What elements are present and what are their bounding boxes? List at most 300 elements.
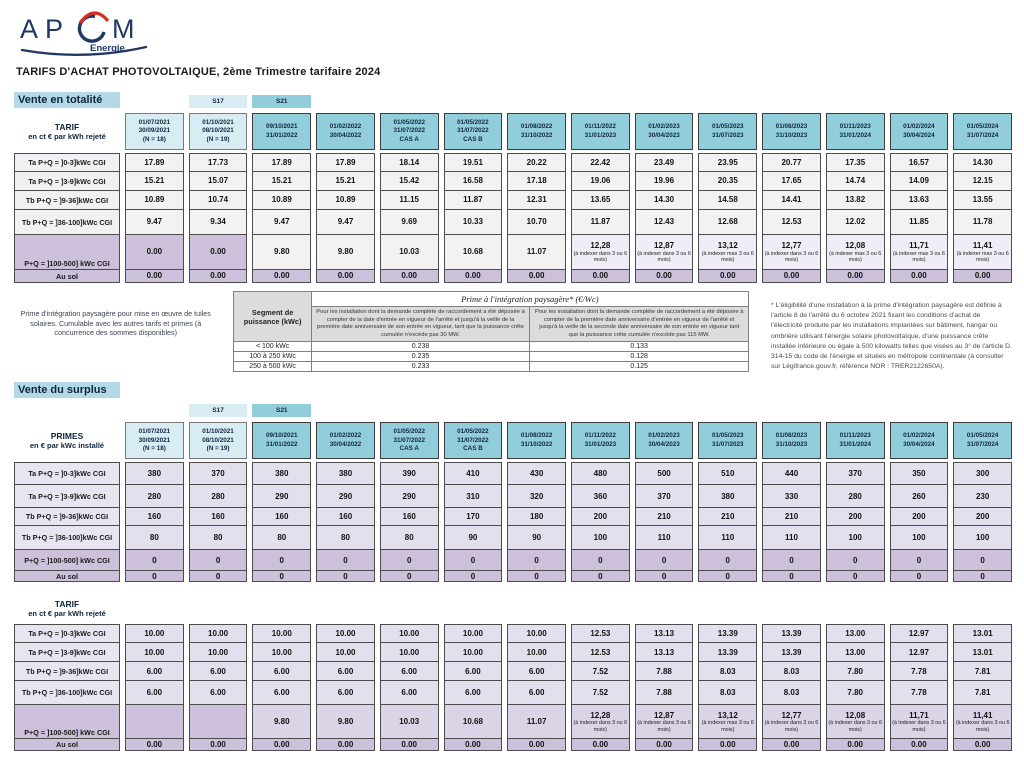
tariff-value-cell: 17.65 bbox=[762, 172, 821, 191]
tariff-value-cell: 6.00 bbox=[125, 662, 184, 681]
tariff-value-cell: 16.58 bbox=[444, 172, 503, 191]
tariff-value-cell: 10.89 bbox=[316, 191, 375, 210]
row-label: Tb P+Q = ]36-100]kWc CGI bbox=[14, 210, 120, 235]
date-column-header: 01/02/2024 30/04/2024 bbox=[890, 422, 949, 459]
tariff-value-cell: 15.21 bbox=[125, 172, 184, 191]
date-column-header: 01/07/2021 30/09/2021 (N = 18) bbox=[125, 422, 184, 459]
tariff-value-cell: 12.97 bbox=[890, 643, 949, 662]
tariff-value-cell: 13.65 bbox=[571, 191, 630, 210]
tariff-value-cell: 12,87 (à indexer dans 3 ou 6 mois) bbox=[635, 705, 694, 739]
tariff-value-cell: 13.39 bbox=[762, 643, 821, 662]
date-column-header: 01/05/2022 31/07/2022 CAS B bbox=[444, 113, 503, 150]
tariff-value-cell: 13,12 (à indexer max 3 ou 6 mois) bbox=[698, 235, 757, 270]
date-column-header: 01/05/2022 31/07/2022 CAS A bbox=[380, 113, 439, 150]
tariff-value-cell: 0 bbox=[698, 571, 757, 582]
surplus-header-row bbox=[14, 382, 1012, 398]
tariff-value-cell: 0 bbox=[125, 571, 184, 582]
tariff-value-cell: 11.78 bbox=[953, 210, 1012, 235]
apem-logo bbox=[14, 8, 1012, 60]
row-label: Au sol bbox=[14, 270, 120, 283]
tariff-value-cell: 90 bbox=[444, 526, 503, 550]
tariff-value-cell: 310 bbox=[444, 485, 503, 508]
tariff-value-cell: 390 bbox=[380, 462, 439, 485]
date-column-header: 01/02/2022 30/04/2022 bbox=[316, 422, 375, 459]
tariff-value-cell: 0.00 bbox=[444, 270, 503, 283]
tariff-value-cell: 80 bbox=[189, 526, 248, 550]
date-column-header: 01/11/2023 31/01/2024 bbox=[826, 422, 885, 459]
tariff-value-cell: 10.00 bbox=[444, 624, 503, 643]
prime-row bbox=[234, 352, 749, 362]
tariff-value-cell: 12,77 (à indexer dans 3 ou 6 mois) bbox=[762, 705, 821, 739]
tariff-value-cell: 12.97 bbox=[890, 624, 949, 643]
tariff-value-cell: 370 bbox=[826, 462, 885, 485]
tariff-value-cell: 0 bbox=[762, 571, 821, 582]
spacer bbox=[14, 586, 1012, 596]
tariff-value-cell: 0 bbox=[890, 550, 949, 571]
tariff-value-cell: 23.95 bbox=[698, 153, 757, 172]
tariff-value-cell: 210 bbox=[762, 508, 821, 526]
tariff-value-cell: 14.74 bbox=[826, 172, 885, 191]
tariff-value-cell: 100 bbox=[826, 526, 885, 550]
date-column-header: 01/11/2022 31/01/2023 bbox=[571, 422, 630, 459]
row-label: Ta P+Q = ]0-3]kWc CGI bbox=[14, 462, 120, 485]
tariff-value-cell: 0.00 bbox=[507, 739, 566, 751]
tariff-value-cell: 8.03 bbox=[762, 662, 821, 681]
row-label: Tb P+Q = ]9-36]kWc CGI bbox=[14, 662, 120, 681]
tariff-value-cell: 0.00 bbox=[380, 739, 439, 751]
tariff-value-cell: 0 bbox=[890, 571, 949, 582]
date-column-header: 01/05/2024 31/07/2024 bbox=[953, 113, 1012, 150]
tariff-value-cell: 0 bbox=[380, 571, 439, 582]
tariff-value-cell: 12.31 bbox=[507, 191, 566, 210]
tariff-value-cell: 510 bbox=[698, 462, 757, 485]
tariff-value-cell: 0 bbox=[762, 550, 821, 571]
tariff-value-cell: 110 bbox=[698, 526, 757, 550]
tariff-value-cell: 170 bbox=[444, 508, 503, 526]
date-column-header: 01/05/2023 31/07/2023 bbox=[698, 422, 757, 459]
row-label: Ta P+Q = ]3-9]kWc CGI bbox=[14, 172, 120, 191]
tariff-value-cell: 0 bbox=[698, 550, 757, 571]
prime-table bbox=[233, 291, 749, 372]
tariff-value-cell: 380 bbox=[252, 462, 311, 485]
table-totalite-tarif bbox=[14, 113, 1012, 283]
tariff-value-cell: 7.52 bbox=[571, 662, 630, 681]
tariff-value-cell: 7.88 bbox=[635, 662, 694, 681]
tariff-value-cell: 0.00 bbox=[507, 270, 566, 283]
tariff-value-cell: 10.00 bbox=[380, 624, 439, 643]
tariff-value-cell: 0.00 bbox=[380, 270, 439, 283]
tariff-value-cell: 480 bbox=[571, 462, 630, 485]
row-label: Ta P+Q = ]0-3]kWc CGI bbox=[14, 624, 120, 643]
s17-tag: S17 bbox=[189, 404, 248, 417]
tariff-value-cell: 10.00 bbox=[507, 624, 566, 643]
tariff-value-cell: 210 bbox=[635, 508, 694, 526]
tariff-value-cell: 19.06 bbox=[571, 172, 630, 191]
tariff-value-cell: 6.00 bbox=[507, 681, 566, 705]
tariff-value-cell: 370 bbox=[189, 462, 248, 485]
tariff-value-cell: 10.00 bbox=[125, 643, 184, 662]
tariff-value-cell: 0 bbox=[571, 550, 630, 571]
tariff-value-cell: 10.00 bbox=[125, 624, 184, 643]
tariff-value-cell: 210 bbox=[698, 508, 757, 526]
prime-paysagere-block bbox=[14, 291, 1012, 372]
tariff-value-cell: 11,71 (à indexer max 3 ou 6 mois) bbox=[890, 235, 949, 270]
tariff-value-cell: 6.00 bbox=[316, 662, 375, 681]
tariff-value-cell: 10.74 bbox=[189, 191, 248, 210]
tariff-value-cell: 0 bbox=[571, 571, 630, 582]
tariff-value-cell: 0.00 bbox=[125, 235, 184, 270]
tariff-value-cell: 0.00 bbox=[125, 739, 184, 751]
tariff-value-cell: 17.18 bbox=[507, 172, 566, 191]
tariff-value-cell: 90 bbox=[507, 526, 566, 550]
tariff-value-cell: 8.03 bbox=[762, 681, 821, 705]
prime-note: Prime d'intégration paysagère pour mise en œuvre de tuiles solaires. Cumulable avec les autres tarifs et primes (à concurrence des sommes disponibles) bbox=[20, 309, 211, 338]
tariff-value-cell: 6.00 bbox=[189, 662, 248, 681]
date-column-header: 01/10/2021 08/10/2021 (N = 19) bbox=[189, 422, 248, 459]
tariff-value-cell: 290 bbox=[316, 485, 375, 508]
tariff-value-cell: 23.49 bbox=[635, 153, 694, 172]
tariff-value-cell: 9.47 bbox=[252, 210, 311, 235]
section-band-surplus: Vente du surplus bbox=[14, 382, 120, 398]
section-band-totalite: Vente en totalité bbox=[14, 92, 120, 108]
tariff-value-cell: 0.00 bbox=[953, 739, 1012, 751]
tariff-value-cell: 6.00 bbox=[316, 681, 375, 705]
row-label: Tb P+Q = ]9-36]kWc CGI bbox=[14, 508, 120, 526]
tariff-value-cell: 12,28 (à indexer dans 3 ou 6 mois) bbox=[571, 235, 630, 270]
tariff-value-cell: 9.47 bbox=[125, 210, 184, 235]
date-column-header: 01/08/2023 31/10/2023 bbox=[762, 113, 821, 150]
tariff-value-cell: 6.00 bbox=[252, 662, 311, 681]
tariff-value-cell: 12.53 bbox=[571, 643, 630, 662]
tariff-value-cell: 15.07 bbox=[189, 172, 248, 191]
tariff-value-cell: 8.03 bbox=[698, 662, 757, 681]
tariff-value-cell: 0 bbox=[953, 550, 1012, 571]
tariff-value-cell: 100 bbox=[953, 526, 1012, 550]
prime-value: 0.233 bbox=[311, 362, 530, 372]
tariff-value-cell: 380 bbox=[125, 462, 184, 485]
surplus-stags-row bbox=[14, 404, 1012, 417]
tariff-value-cell: 17.35 bbox=[826, 153, 885, 172]
tariff-value-cell: 16.57 bbox=[890, 153, 949, 172]
tariff-value-cell: 10.00 bbox=[444, 643, 503, 662]
tariff-value-cell: 9.80 bbox=[252, 235, 311, 270]
tariff-value-cell: 160 bbox=[316, 508, 375, 526]
tariff-value-cell: 13.39 bbox=[698, 643, 757, 662]
tariff-value-cell: 11.15 bbox=[380, 191, 439, 210]
tariff-value-cell: 10.00 bbox=[316, 643, 375, 662]
date-column-header: 01/02/2023 30/04/2023 bbox=[635, 113, 694, 150]
tariff-value-cell: 110 bbox=[635, 526, 694, 550]
tariff-value-cell: 9.80 bbox=[316, 235, 375, 270]
tariff-value-cell: 10.00 bbox=[316, 624, 375, 643]
tariff-value-cell: 320 bbox=[507, 485, 566, 508]
row-label: Au sol bbox=[14, 739, 120, 751]
tariff-value-cell: 80 bbox=[252, 526, 311, 550]
tariff-value-cell: 13.00 bbox=[826, 624, 885, 643]
date-column-header: 01/10/2021 08/10/2021 (N = 19) bbox=[189, 113, 248, 150]
tariff-value-cell: 360 bbox=[571, 485, 630, 508]
tariff-value-cell: 12.68 bbox=[698, 210, 757, 235]
prime-segment: 250 à 500 kWc bbox=[234, 362, 311, 372]
tariff-value-cell: 9.34 bbox=[189, 210, 248, 235]
tariff-value-cell: 0.00 bbox=[762, 739, 821, 751]
tariff-value-cell: 14.41 bbox=[762, 191, 821, 210]
tariff-value-cell: 0 bbox=[507, 550, 566, 571]
tariff-value-cell: 80 bbox=[125, 526, 184, 550]
row-label: Tb P+Q = ]9-36]kWc CGI bbox=[14, 191, 120, 210]
tariff-value-cell: 0 bbox=[507, 571, 566, 582]
table-surplus-primes bbox=[14, 422, 1012, 582]
table-title: TARIF en ct € par kWh rejeté bbox=[28, 122, 106, 141]
tariff-value-cell: 14.09 bbox=[890, 172, 949, 191]
tariff-value-cell: 11,71 (à indexer dans 3 ou 6 mois) bbox=[890, 705, 949, 739]
date-column-header: 09/10/2021 31/01/2022 bbox=[252, 113, 311, 150]
tariff-value-cell: 13.63 bbox=[890, 191, 949, 210]
tariff-value-cell: 14.58 bbox=[698, 191, 757, 210]
tariff-value-cell: 10.89 bbox=[252, 191, 311, 210]
tariff-value-cell: 0 bbox=[189, 571, 248, 582]
tariff-value-cell: 15.42 bbox=[380, 172, 439, 191]
tariff-value-cell: 200 bbox=[826, 508, 885, 526]
tariff-value-cell: 0 bbox=[635, 571, 694, 582]
tariff-value-cell: 14.30 bbox=[635, 191, 694, 210]
tariff-value-cell: 6.00 bbox=[380, 662, 439, 681]
date-column-header: 01/02/2024 30/04/2024 bbox=[890, 113, 949, 150]
tariff-value-cell: 0 bbox=[444, 571, 503, 582]
tariff-value-cell: 6.00 bbox=[444, 662, 503, 681]
tariff-value-cell: 160 bbox=[252, 508, 311, 526]
tariff-value-cell: 13.01 bbox=[953, 643, 1012, 662]
prime-segment: 100 à 250 kWc bbox=[234, 352, 311, 362]
tariff-value-cell: 22.42 bbox=[571, 153, 630, 172]
row-label: Tb P+Q = ]36-100]kWc CGI bbox=[14, 526, 120, 550]
row-label: Au sol bbox=[14, 571, 120, 582]
table-surplus-tarif bbox=[14, 596, 1012, 751]
tariff-value-cell: 11.87 bbox=[444, 191, 503, 210]
s21-tag: S21 bbox=[252, 95, 311, 108]
tariff-value-cell: 20.35 bbox=[698, 172, 757, 191]
tariff-value-cell: 12.53 bbox=[762, 210, 821, 235]
tariff-value-cell: 12,77 (à indexer dans 3 ou 6 mois) bbox=[762, 235, 821, 270]
tariff-value-cell: 13.13 bbox=[635, 643, 694, 662]
row-label: Ta P+Q = ]0-3]kWc CGI bbox=[14, 153, 120, 172]
tariff-value-cell: 0 bbox=[125, 550, 184, 571]
tariff-value-cell: 20.22 bbox=[507, 153, 566, 172]
date-column-header: 01/05/2022 31/07/2022 CAS A bbox=[380, 422, 439, 459]
date-column-header: 01/11/2023 31/01/2024 bbox=[826, 113, 885, 150]
tariff-value-cell: 7.80 bbox=[826, 662, 885, 681]
tariff-value-cell: 12.02 bbox=[826, 210, 885, 235]
tariff-value-cell: 6.00 bbox=[252, 681, 311, 705]
tariff-value-cell: 15.21 bbox=[252, 172, 311, 191]
tariff-value-cell: 9.69 bbox=[380, 210, 439, 235]
row-label: Tb P+Q = ]36-100]kWc CGI bbox=[14, 681, 120, 705]
tariff-value-cell: 17.89 bbox=[316, 153, 375, 172]
tariff-value-cell: 200 bbox=[571, 508, 630, 526]
tariff-value-cell: 13.39 bbox=[762, 624, 821, 643]
tariff-value-cell: 0.00 bbox=[762, 270, 821, 283]
tariff-value-cell: 10.03 bbox=[380, 235, 439, 270]
tariff-value-cell bbox=[125, 705, 184, 739]
tariff-value-cell: 0 bbox=[953, 571, 1012, 582]
tariff-value-cell: 18.14 bbox=[380, 153, 439, 172]
tariff-value-cell: 380 bbox=[698, 485, 757, 508]
date-column-header: 01/05/2022 31/07/2022 CAS B bbox=[444, 422, 503, 459]
tariff-value-cell: 8.03 bbox=[698, 681, 757, 705]
prime-period-b: Pour les installation dont la demande complète de raccordement a été déposée à compter de la première date anniversaire d'entrée en vigueur de l'arrêté et jusqu'à la veille de la seconde date anniversaire de son entrée en vigueur tant que la puissance crête cumulée n'excède pas 115 MW. bbox=[530, 307, 749, 342]
tariff-value-cell: 6.00 bbox=[189, 681, 248, 705]
tariff-value-cell: 13.00 bbox=[826, 643, 885, 662]
tariff-value-cell: 10.70 bbox=[507, 210, 566, 235]
date-column-header: 01/02/2023 30/04/2023 bbox=[635, 422, 694, 459]
tariff-value-cell: 0.00 bbox=[189, 739, 248, 751]
tariff-value-cell: 100 bbox=[571, 526, 630, 550]
tariff-value-cell: 7.80 bbox=[826, 681, 885, 705]
prime-row bbox=[234, 342, 749, 352]
tariff-value-cell: 160 bbox=[380, 508, 439, 526]
tariff-value-cell: 0 bbox=[189, 550, 248, 571]
tariff-value-cell: 17.73 bbox=[189, 153, 248, 172]
tariff-value-cell: 12,87 (à indexer dans 3 ou 6 mois) bbox=[635, 235, 694, 270]
tariff-value-cell: 12.53 bbox=[571, 624, 630, 643]
tariff-value-cell: 7.52 bbox=[571, 681, 630, 705]
tariff-value-cell: 10.00 bbox=[252, 643, 311, 662]
tariff-value-cell: 10.68 bbox=[444, 235, 503, 270]
tariff-value-cell: 10.68 bbox=[444, 705, 503, 739]
logo-letter-right: M bbox=[112, 14, 135, 44]
tariff-value-cell: 6.00 bbox=[444, 681, 503, 705]
date-column-header: 01/11/2022 31/01/2023 bbox=[571, 113, 630, 150]
tariff-value-cell: 0.00 bbox=[571, 270, 630, 283]
tariff-value-cell: 110 bbox=[762, 526, 821, 550]
tariff-value-cell: 10.03 bbox=[380, 705, 439, 739]
logo-underline-swoosh bbox=[22, 47, 146, 55]
tariff-value-cell: 280 bbox=[826, 485, 885, 508]
tariff-value-cell: 0 bbox=[635, 550, 694, 571]
tariff-value-cell: 0.00 bbox=[826, 739, 885, 751]
tariff-value-cell: 7.78 bbox=[890, 662, 949, 681]
tariff-value-cell: 0.00 bbox=[635, 739, 694, 751]
tariff-value-cell: 10.00 bbox=[252, 624, 311, 643]
tariff-value-cell: 11.07 bbox=[507, 235, 566, 270]
tariff-value-cell: 0.00 bbox=[189, 270, 248, 283]
tariff-value-cell: 0.00 bbox=[890, 739, 949, 751]
tariff-value-cell: 13.01 bbox=[953, 624, 1012, 643]
tariff-value-cell: 280 bbox=[189, 485, 248, 508]
tariff-value-cell: 0 bbox=[826, 571, 885, 582]
tariff-value-cell: 10.00 bbox=[189, 624, 248, 643]
tariff-value-cell: 500 bbox=[635, 462, 694, 485]
tariff-value-cell: 0 bbox=[252, 571, 311, 582]
page-title: TARIFS D'ACHAT PHOTOVOLTAIQUE, 2ème Trimestre tarifaire 2024 bbox=[16, 66, 381, 78]
tariff-value-cell: 12,28 (à indexer dans 3 ou 6 mois) bbox=[571, 705, 630, 739]
tariff-value-cell: 0.00 bbox=[252, 739, 311, 751]
tariff-value-cell: 410 bbox=[444, 462, 503, 485]
tariff-value-cell: 14.30 bbox=[953, 153, 1012, 172]
s21-tag: S21 bbox=[252, 404, 311, 417]
table-title: TARIF en ct € par kWh rejeté bbox=[28, 599, 106, 619]
tariff-value-cell: 11.07 bbox=[507, 705, 566, 739]
tariff-value-cell: 370 bbox=[635, 485, 694, 508]
row-label: P+Q = ]100-500] kWc CGI bbox=[14, 705, 120, 739]
tariff-value-cell: 290 bbox=[380, 485, 439, 508]
prime-row bbox=[234, 362, 749, 372]
date-column-header: 01/05/2023 31/07/2023 bbox=[698, 113, 757, 150]
tariff-value-cell bbox=[189, 705, 248, 739]
tariff-value-cell: 9.47 bbox=[316, 210, 375, 235]
tariff-value-cell: 17.89 bbox=[252, 153, 311, 172]
tariff-value-cell: 7.78 bbox=[890, 681, 949, 705]
tariff-value-cell: 430 bbox=[507, 462, 566, 485]
tariff-value-cell: 10.00 bbox=[380, 643, 439, 662]
date-column-header: 01/08/2022 31/10/2022 bbox=[507, 113, 566, 150]
tariff-value-cell: 0.00 bbox=[189, 235, 248, 270]
tariff-value-cell: 10.89 bbox=[125, 191, 184, 210]
tariff-value-cell: 0 bbox=[316, 571, 375, 582]
logo-letters-left: AP bbox=[20, 14, 71, 44]
tariff-value-cell: 17.89 bbox=[125, 153, 184, 172]
row-label: Ta P+Q = ]3-9]kWc CGI bbox=[14, 485, 120, 508]
tariff-value-cell: 330 bbox=[762, 485, 821, 508]
tariff-value-cell: 15.21 bbox=[316, 172, 375, 191]
tariff-value-cell: 180 bbox=[507, 508, 566, 526]
tariff-value-cell: 200 bbox=[890, 508, 949, 526]
tariff-value-cell: 7.81 bbox=[953, 681, 1012, 705]
tariff-value-cell: 6.00 bbox=[380, 681, 439, 705]
tariff-value-cell: 12,08 (à indexer dans 3 ou 6 mois) bbox=[826, 705, 885, 739]
tariff-value-cell: 11,41 (à indexer max 3 ou 6 mois) bbox=[953, 235, 1012, 270]
prime-value: 0.235 bbox=[311, 352, 530, 362]
prime-value: 0.238 bbox=[311, 342, 530, 352]
tariff-value-cell: 11,41 (à indexer dans 3 ou 6 mois) bbox=[953, 705, 1012, 739]
tariff-value-cell: 230 bbox=[953, 485, 1012, 508]
row-label: P+Q = ]100-500] kWc CGI bbox=[14, 235, 120, 270]
tariff-value-cell: 0.00 bbox=[635, 270, 694, 283]
tariff-value-cell: 260 bbox=[890, 485, 949, 508]
tariff-value-cell: 160 bbox=[125, 508, 184, 526]
tariff-value-cell: 0 bbox=[252, 550, 311, 571]
tariff-value-cell: 300 bbox=[953, 462, 1012, 485]
logo-subtitle: Energie bbox=[90, 43, 125, 54]
tariff-value-cell: 440 bbox=[762, 462, 821, 485]
tariff-value-cell: 7.81 bbox=[953, 662, 1012, 681]
tariff-value-cell: 13.13 bbox=[635, 624, 694, 643]
prime-col-header: Segment de puissance (kWc) bbox=[234, 292, 311, 342]
date-column-header: 09/10/2021 31/01/2022 bbox=[252, 422, 311, 459]
tariff-value-cell: 0.00 bbox=[698, 739, 757, 751]
tariff-value-cell: 6.00 bbox=[125, 681, 184, 705]
tariff-value-cell: 12.43 bbox=[635, 210, 694, 235]
row-label: P+Q = ]100-500] kWc CGI bbox=[14, 550, 120, 571]
prime-value: 0.128 bbox=[530, 352, 749, 362]
prime-segment: < 100 kWc bbox=[234, 342, 311, 352]
prime-period-a: Pour les installation dont la demande complète de raccordement a été déposée à compter de la date d'entrée en vigueur de l'arrêté et jusqu'à la veille de la première date anniversaire de son entrée en vigueur, tant que la puissance crête cumulée n'excède pas 30 MW. bbox=[311, 307, 530, 342]
tariff-value-cell: 0 bbox=[444, 550, 503, 571]
s17-tag: S17 bbox=[189, 95, 248, 108]
tariff-value-cell: 0.00 bbox=[252, 270, 311, 283]
tariff-value-cell: 0.00 bbox=[316, 270, 375, 283]
prime-value: 0.133 bbox=[530, 342, 749, 352]
tariff-value-cell: 0.00 bbox=[316, 739, 375, 751]
tariff-value-cell: 6.00 bbox=[507, 662, 566, 681]
tariff-value-cell: 100 bbox=[890, 526, 949, 550]
date-column-header: 01/08/2022 31/10/2022 bbox=[507, 422, 566, 459]
tariff-value-cell: 11.85 bbox=[890, 210, 949, 235]
eligibility-footnote: * L'éligibilité d'une installation à la prime d'intégration paysagère est définie à l'article 8 de l'arrêté du 6 octobre 2021 fixant les conditions d'achat de l'électricité produite par les installations implantées sur bâtiment, hangar ou ombrière utilisant l'énergie solaire photovoltaïque, d'une puissance crête installée inférieure ou égale à 500 kilowatts telles que visées au 3° de l'article D. 314-15 du code de l'énergie et situées en métropole continentale (à consulter sur Légifrance.gouv.fr, référence NOR : TRER2122650A). bbox=[771, 302, 1012, 371]
tariff-value-cell: 0.00 bbox=[826, 270, 885, 283]
date-column-header: 01/07/2021 30/09/2021 (N = 18) bbox=[125, 113, 184, 150]
tariff-value-cell: 80 bbox=[380, 526, 439, 550]
